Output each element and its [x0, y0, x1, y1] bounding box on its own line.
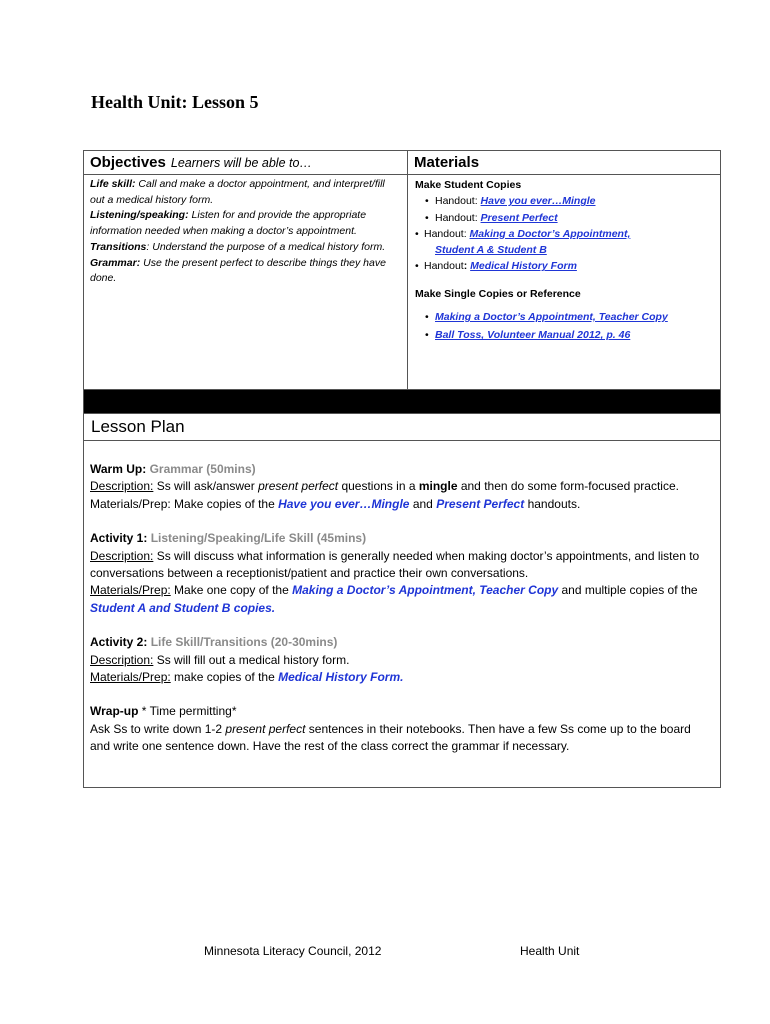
lesson-table	[83, 150, 721, 788]
handout-item-continued	[415, 242, 720, 258]
reference-item	[415, 327, 720, 343]
objectives-subheading: Learners will be able to…	[170, 155, 312, 170]
objective-listening-speaking: Listening/speaking: Listen for and provide the appropriate information needed when making a doctor’s appointment.	[90, 209, 367, 238]
warmup-focus: Grammar (50mins)	[149, 462, 256, 476]
activity1-link-teacher-copy[interactable]: Making a Doctor’s Appointment, Teacher Copy	[292, 583, 559, 598]
objectives-header	[84, 151, 407, 175]
activity2-focus: Life Skill/Transitions (20-30mins)	[150, 635, 338, 650]
student-copies-heading: Make Student Copies	[415, 179, 522, 191]
handout-link-student-ab[interactable]: Student A & Student B	[435, 244, 547, 257]
document-title: Health Unit: Lesson 5	[91, 92, 259, 112]
objectives-materials-row	[84, 151, 720, 389]
warmup-link-present-perfect[interactable]: Present Perfect	[436, 496, 525, 511]
materials-header	[408, 151, 720, 175]
warmup-section: Warm Up: Grammar (50mins) Description: Ss will ask/answer present perfect questions in a mingle and then do some form-focused practice. Materials/Prep: Make copies of the Have you ever…Mingle and Present Perfect handouts.	[90, 462, 679, 511]
footer-right: Health Unit	[520, 944, 580, 958]
objectives-cell	[84, 151, 408, 389]
objective-life-skill: Life skill: Call and make a doctor appointment, and interpret/fill out a medical history form.	[90, 178, 385, 206]
activity2-section: Activity 2: Life Skill/Transitions (20-30mins) Description: Ss will fill out a medical history form. Materials/Prep: make copies of the Medical History Form.	[90, 635, 404, 685]
reference-link-teacher-copy[interactable]: Making a Doctor’s Appointment, Teacher Copy	[435, 311, 668, 324]
lesson-plan-header	[84, 414, 720, 441]
single-copies-heading: Make Single Copies or Reference	[415, 287, 581, 300]
footer-left: Minnesota Literacy Council, 2012	[204, 944, 382, 958]
handout-link-present-perfect[interactable]: Present Perfect	[480, 211, 558, 224]
lesson-plan-heading: Lesson Plan	[91, 417, 185, 436]
reference-link-ball-toss[interactable]: Ball Toss, Volunteer Manual 2012, p. 46	[435, 329, 631, 342]
materials-body	[408, 175, 720, 344]
objectives-heading: Objectives	[90, 154, 166, 171]
objective-transitions: Transitions: Understand the purpose of a medical history form.	[90, 240, 386, 253]
materials-heading: Materials	[414, 154, 480, 171]
activity1-focus: Listening/Speaking/Life Skill (45mins)	[150, 531, 367, 546]
handout-link-medical-history[interactable]: Medical History Form	[470, 260, 577, 273]
activity1-section: Activity 1: Listening/Speaking/Life Skill (45mins) Description: Ss will discuss what information is generally needed when making doctor’s appointments, and listen to conversations between a receptionist/patient and practice their own conversations. Materials/Prep: Make one copy of the Making a Doctor’s Appointment, Teacher Copy and multiple copies of the Student A and Student B copies.	[90, 531, 700, 615]
reference-item	[415, 309, 720, 325]
handout-list	[415, 193, 720, 274]
black-divider-bar	[84, 389, 720, 414]
reference-list	[415, 309, 720, 344]
objectives-list	[84, 175, 407, 289]
lesson-plan-body	[84, 441, 720, 787]
activity2-link-medical-history[interactable]: Medical History Form.	[278, 670, 404, 685]
handout-item: • Handout: Making a Doctor’s Appointment,	[415, 226, 720, 242]
wrapup-section: Wrap-up * Time permitting* Ask Ss to write down 1-2 present perfect sentences in their notebooks. Then have a few Ss come up to the board and write one sentence down. Have the rest of the class correct the grammar if necessary.	[90, 704, 691, 754]
activity1-link-student-ab[interactable]: Student A and Student B copies.	[90, 600, 276, 615]
materials-cell	[408, 151, 720, 389]
handout-link-appointment[interactable]: Making a Doctor’s Appointment,	[469, 227, 631, 240]
objective-grammar: Grammar: Use the present perfect to describe things they have done.	[90, 256, 386, 285]
warmup-link-mingle[interactable]: Have you ever…Mingle	[278, 496, 410, 511]
handout-item: • Handout: Present Perfect	[415, 210, 720, 226]
handout-item: • Handout: Have you ever…Mingle	[415, 193, 720, 209]
handout-link-mingle[interactable]: Have you ever…Mingle	[480, 195, 596, 208]
handout-item: • Handout: Medical History Form	[415, 258, 720, 274]
